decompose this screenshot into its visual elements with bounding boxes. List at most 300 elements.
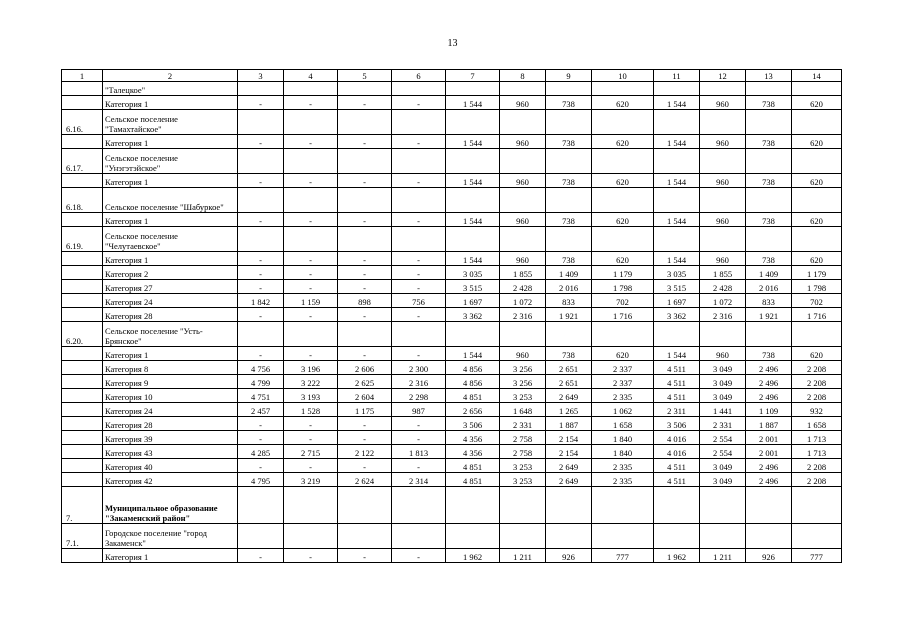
value-cell xyxy=(592,227,654,252)
table-row xyxy=(62,110,842,135)
value-cell: 2 208 xyxy=(792,375,842,389)
value-cell: - xyxy=(284,459,338,473)
value-cell: 932 xyxy=(792,403,842,417)
value-cell xyxy=(446,188,500,213)
row-number-cell xyxy=(62,308,103,322)
value-cell: 1 544 xyxy=(654,135,700,149)
value-cell: 738 xyxy=(746,96,792,110)
value-cell: 1 072 xyxy=(700,294,746,308)
value-cell: 1 842 xyxy=(238,294,284,308)
value-cell: - xyxy=(238,174,284,188)
value-cell: 1 855 xyxy=(500,266,546,280)
value-cell: 2 428 xyxy=(700,280,746,294)
value-cell: - xyxy=(284,431,338,445)
value-cell xyxy=(746,82,792,96)
value-cell: 4 799 xyxy=(238,375,284,389)
value-cell xyxy=(546,82,592,96)
value-cell: - xyxy=(238,417,284,431)
row-name-cell: Категория 1 xyxy=(103,135,238,149)
value-cell: 1 211 xyxy=(700,549,746,563)
value-cell: 702 xyxy=(792,294,842,308)
value-cell: - xyxy=(284,96,338,110)
value-cell: 620 xyxy=(592,213,654,227)
column-number-cell: 8 xyxy=(500,70,546,82)
value-cell xyxy=(654,110,700,135)
value-cell: 2 649 xyxy=(546,389,592,403)
value-cell: 960 xyxy=(500,213,546,227)
table-row xyxy=(62,294,842,308)
value-cell: - xyxy=(338,252,392,266)
value-cell: 960 xyxy=(500,252,546,266)
value-cell: - xyxy=(338,213,392,227)
row-number-cell xyxy=(62,213,103,227)
value-cell: - xyxy=(392,347,446,361)
value-cell xyxy=(338,487,392,524)
column-number-cell: 6 xyxy=(392,70,446,82)
value-cell: - xyxy=(338,266,392,280)
table-row xyxy=(62,308,842,322)
value-cell: 620 xyxy=(592,174,654,188)
value-cell xyxy=(792,487,842,524)
value-cell: 620 xyxy=(792,96,842,110)
value-cell: - xyxy=(338,174,392,188)
value-cell: 2 154 xyxy=(546,445,592,459)
value-cell xyxy=(392,188,446,213)
value-cell: 3 256 xyxy=(500,375,546,389)
value-cell xyxy=(392,149,446,174)
value-cell: 1 921 xyxy=(746,308,792,322)
value-cell: 3 253 xyxy=(500,389,546,403)
value-cell: - xyxy=(392,308,446,322)
value-cell: 2 001 xyxy=(746,431,792,445)
value-cell xyxy=(392,227,446,252)
value-cell: 738 xyxy=(746,135,792,149)
value-cell xyxy=(338,82,392,96)
value-cell: 2 496 xyxy=(746,459,792,473)
value-cell: 2 554 xyxy=(700,431,746,445)
value-cell xyxy=(546,227,592,252)
value-cell: 2 496 xyxy=(746,473,792,487)
value-cell: 3 515 xyxy=(446,280,500,294)
value-cell: 4 795 xyxy=(238,473,284,487)
value-cell: 2 016 xyxy=(546,280,592,294)
value-cell: 1 441 xyxy=(700,403,746,417)
value-cell xyxy=(392,82,446,96)
row-name-cell: Категория 42 xyxy=(103,473,238,487)
value-cell: 620 xyxy=(792,135,842,149)
value-cell xyxy=(500,188,546,213)
table-row xyxy=(62,252,842,266)
value-cell xyxy=(792,149,842,174)
row-number-cell xyxy=(62,417,103,431)
table-row xyxy=(62,417,842,431)
row-number-cell xyxy=(62,459,103,473)
value-cell xyxy=(700,524,746,549)
value-cell: 1 658 xyxy=(792,417,842,431)
row-name-cell: Муниципальное образование "Закаменский район" xyxy=(103,487,238,524)
value-cell xyxy=(654,487,700,524)
value-cell: 777 xyxy=(592,549,654,563)
value-cell: 2 496 xyxy=(746,389,792,403)
value-cell xyxy=(338,188,392,213)
value-cell xyxy=(500,227,546,252)
value-cell: - xyxy=(338,459,392,473)
row-name-cell: Категория 43 xyxy=(103,445,238,459)
value-cell: 2 122 xyxy=(338,445,392,459)
table-row xyxy=(62,347,842,361)
value-cell xyxy=(500,524,546,549)
value-cell xyxy=(746,322,792,347)
value-cell xyxy=(592,110,654,135)
value-cell: 3 196 xyxy=(284,361,338,375)
value-cell: 738 xyxy=(546,252,592,266)
value-cell: 2 625 xyxy=(338,375,392,389)
value-cell: 1 544 xyxy=(654,174,700,188)
row-name-cell: "Талецкое" xyxy=(103,82,238,96)
value-cell xyxy=(546,487,592,524)
table-row xyxy=(62,322,842,347)
value-cell: 1 544 xyxy=(654,252,700,266)
value-cell: 2 298 xyxy=(392,389,446,403)
value-cell: 2 651 xyxy=(546,375,592,389)
value-cell: - xyxy=(284,213,338,227)
value-cell xyxy=(284,110,338,135)
value-cell: 4 356 xyxy=(446,445,500,459)
value-cell xyxy=(338,110,392,135)
value-cell xyxy=(546,149,592,174)
column-number-cell: 7 xyxy=(446,70,500,82)
value-cell: 2 335 xyxy=(592,389,654,403)
value-cell xyxy=(446,110,500,135)
value-cell: 1 713 xyxy=(792,431,842,445)
value-cell: - xyxy=(284,174,338,188)
value-cell: 3 035 xyxy=(446,266,500,280)
value-cell: 1 544 xyxy=(654,347,700,361)
row-name-cell: Категория 28 xyxy=(103,417,238,431)
value-cell: 2 314 xyxy=(392,473,446,487)
value-cell xyxy=(700,82,746,96)
row-name-cell: Категория 24 xyxy=(103,294,238,308)
table-row xyxy=(62,445,842,459)
row-name-cell: Категория 28 xyxy=(103,308,238,322)
value-cell: 4 356 xyxy=(446,431,500,445)
value-cell: - xyxy=(392,174,446,188)
value-cell: - xyxy=(392,135,446,149)
value-cell xyxy=(238,82,284,96)
value-cell: 1 528 xyxy=(284,403,338,417)
value-cell: 4 511 xyxy=(654,473,700,487)
value-cell: - xyxy=(338,280,392,294)
row-number-cell xyxy=(62,252,103,266)
row-name-cell: Сельское поселение "Тамахтайское" xyxy=(103,110,238,135)
value-cell: 1 798 xyxy=(592,280,654,294)
value-cell: 2 651 xyxy=(546,361,592,375)
row-name-cell: Категория 1 xyxy=(103,549,238,563)
value-cell xyxy=(238,487,284,524)
value-cell xyxy=(792,322,842,347)
value-cell: 2 337 xyxy=(592,361,654,375)
value-cell xyxy=(500,487,546,524)
value-cell xyxy=(700,149,746,174)
row-name-cell: Сельское поселение "Усть-Брянское" xyxy=(103,322,238,347)
value-cell xyxy=(500,149,546,174)
value-cell xyxy=(284,322,338,347)
value-cell: 4 851 xyxy=(446,389,500,403)
value-cell: 2 337 xyxy=(592,375,654,389)
row-number-cell xyxy=(62,135,103,149)
row-name-cell: Категория 1 xyxy=(103,174,238,188)
value-cell: 738 xyxy=(546,96,592,110)
value-cell: 2 758 xyxy=(500,431,546,445)
value-cell: 1 840 xyxy=(592,431,654,445)
row-name-cell: Категория 10 xyxy=(103,389,238,403)
table-row xyxy=(62,524,842,549)
value-cell: - xyxy=(338,417,392,431)
value-cell xyxy=(592,149,654,174)
value-cell: - xyxy=(238,549,284,563)
value-cell xyxy=(338,322,392,347)
value-cell: 2 311 xyxy=(654,403,700,417)
value-cell xyxy=(446,82,500,96)
value-cell: 1 962 xyxy=(446,549,500,563)
row-number-cell xyxy=(62,96,103,110)
table-row xyxy=(62,361,842,375)
row-number-cell xyxy=(62,280,103,294)
row-name-cell: Категория 27 xyxy=(103,280,238,294)
value-cell: 2 457 xyxy=(238,403,284,417)
value-cell: 2 208 xyxy=(792,389,842,403)
value-cell: 2 316 xyxy=(392,375,446,389)
value-cell: 3 049 xyxy=(700,389,746,403)
value-cell: - xyxy=(338,308,392,322)
row-number-cell: 6.19. xyxy=(62,227,103,252)
row-number-cell xyxy=(62,549,103,563)
value-cell: 1 072 xyxy=(500,294,546,308)
value-cell: 3 506 xyxy=(654,417,700,431)
value-cell: 960 xyxy=(500,96,546,110)
value-cell xyxy=(592,322,654,347)
value-cell: 738 xyxy=(546,347,592,361)
table-row xyxy=(62,188,842,213)
table-row xyxy=(62,82,842,96)
value-cell: 2 154 xyxy=(546,431,592,445)
value-cell: 960 xyxy=(500,174,546,188)
table-row xyxy=(62,431,842,445)
value-cell: 960 xyxy=(700,96,746,110)
value-cell xyxy=(700,188,746,213)
value-cell: 833 xyxy=(746,294,792,308)
value-cell: 960 xyxy=(700,135,746,149)
value-cell: - xyxy=(284,280,338,294)
value-cell: 3 219 xyxy=(284,473,338,487)
value-cell: - xyxy=(392,266,446,280)
value-cell xyxy=(500,322,546,347)
column-number-cell: 3 xyxy=(238,70,284,82)
value-cell xyxy=(392,110,446,135)
value-cell: - xyxy=(338,549,392,563)
value-cell xyxy=(792,188,842,213)
value-cell: 960 xyxy=(500,135,546,149)
value-cell xyxy=(654,227,700,252)
value-cell: 738 xyxy=(746,213,792,227)
value-cell: 2 331 xyxy=(700,417,746,431)
table-row xyxy=(62,473,842,487)
value-cell xyxy=(446,487,500,524)
value-cell: - xyxy=(338,347,392,361)
value-cell xyxy=(746,110,792,135)
value-cell: 1 179 xyxy=(792,266,842,280)
row-name-cell: Сельское поселение "Унэгэтэйское" xyxy=(103,149,238,174)
value-cell: 620 xyxy=(592,347,654,361)
value-cell: - xyxy=(284,347,338,361)
value-cell: 620 xyxy=(792,174,842,188)
row-name-cell: Категория 1 xyxy=(103,347,238,361)
value-cell: 620 xyxy=(592,135,654,149)
table-row xyxy=(62,174,842,188)
value-cell: 4 511 xyxy=(654,375,700,389)
value-cell: 1 159 xyxy=(284,294,338,308)
value-cell: - xyxy=(238,308,284,322)
table-row xyxy=(62,389,842,403)
value-cell: 738 xyxy=(546,174,592,188)
value-cell: 1 798 xyxy=(792,280,842,294)
value-cell: 1 697 xyxy=(446,294,500,308)
tariff-table xyxy=(61,69,842,563)
value-cell xyxy=(792,227,842,252)
value-cell: 4 511 xyxy=(654,361,700,375)
value-cell: 777 xyxy=(792,549,842,563)
value-cell: 926 xyxy=(746,549,792,563)
value-cell: 1 544 xyxy=(654,213,700,227)
value-cell: 1 648 xyxy=(500,403,546,417)
row-name-cell: Категория 9 xyxy=(103,375,238,389)
value-cell: - xyxy=(392,252,446,266)
value-cell: - xyxy=(238,213,284,227)
column-number-cell: 12 xyxy=(700,70,746,82)
value-cell: 1 716 xyxy=(792,308,842,322)
value-cell: 1 658 xyxy=(592,417,654,431)
row-number-cell: 6.16. xyxy=(62,110,103,135)
table-row xyxy=(62,227,842,252)
value-cell: 3 362 xyxy=(654,308,700,322)
value-cell: 987 xyxy=(392,403,446,417)
value-cell xyxy=(500,82,546,96)
value-cell: 960 xyxy=(700,347,746,361)
value-cell: 960 xyxy=(700,252,746,266)
value-cell: 2 606 xyxy=(338,361,392,375)
value-cell xyxy=(654,524,700,549)
value-cell xyxy=(392,487,446,524)
value-cell: 2 649 xyxy=(546,473,592,487)
value-cell xyxy=(546,110,592,135)
value-cell xyxy=(700,322,746,347)
row-number-cell xyxy=(62,347,103,361)
value-cell: - xyxy=(284,417,338,431)
value-cell xyxy=(746,188,792,213)
table-row xyxy=(62,280,842,294)
value-cell: 1 716 xyxy=(592,308,654,322)
value-cell: 2 208 xyxy=(792,473,842,487)
value-cell xyxy=(238,149,284,174)
value-cell xyxy=(446,227,500,252)
table-row xyxy=(62,375,842,389)
value-cell: 960 xyxy=(700,174,746,188)
value-cell: 1 544 xyxy=(654,96,700,110)
value-cell: 2 316 xyxy=(700,308,746,322)
value-cell: 620 xyxy=(592,252,654,266)
value-cell: 4 856 xyxy=(446,361,500,375)
value-cell: - xyxy=(284,252,338,266)
value-cell: 1 855 xyxy=(700,266,746,280)
value-cell: 1 713 xyxy=(792,445,842,459)
value-cell: - xyxy=(284,549,338,563)
column-number-cell: 14 xyxy=(792,70,842,82)
value-cell: - xyxy=(238,266,284,280)
value-cell: 1 813 xyxy=(392,445,446,459)
value-cell: 2 316 xyxy=(500,308,546,322)
row-name-cell: Городское поселение "город Закаменск" xyxy=(103,524,238,549)
value-cell: 2 715 xyxy=(284,445,338,459)
value-cell: - xyxy=(392,96,446,110)
value-cell xyxy=(338,149,392,174)
value-cell: - xyxy=(284,266,338,280)
row-name-cell: Категория 24 xyxy=(103,403,238,417)
value-cell xyxy=(238,322,284,347)
value-cell: - xyxy=(238,459,284,473)
value-cell xyxy=(546,188,592,213)
column-number-cell: 10 xyxy=(592,70,654,82)
value-cell: 926 xyxy=(546,549,592,563)
value-cell: 4 851 xyxy=(446,459,500,473)
value-cell: 1 409 xyxy=(746,266,792,280)
value-cell: 3 049 xyxy=(700,361,746,375)
value-cell: 3 035 xyxy=(654,266,700,280)
column-number-cell: 1 xyxy=(62,70,103,82)
value-cell xyxy=(284,487,338,524)
value-cell: 738 xyxy=(746,174,792,188)
value-cell: - xyxy=(284,135,338,149)
value-cell: 1 544 xyxy=(446,96,500,110)
column-number-header-row xyxy=(62,70,842,82)
value-cell: - xyxy=(284,308,338,322)
row-number-cell: 6.18. xyxy=(62,188,103,213)
value-cell: 1 962 xyxy=(654,549,700,563)
value-cell: 1 887 xyxy=(546,417,592,431)
value-cell xyxy=(746,487,792,524)
column-number-cell: 5 xyxy=(338,70,392,82)
value-cell: - xyxy=(392,417,446,431)
value-cell: 620 xyxy=(792,213,842,227)
value-cell xyxy=(446,524,500,549)
page-number: 13 xyxy=(447,38,458,49)
value-cell: 2 428 xyxy=(500,280,546,294)
value-cell: 1 175 xyxy=(338,403,392,417)
value-cell xyxy=(500,110,546,135)
value-cell xyxy=(238,188,284,213)
value-cell: 2 001 xyxy=(746,445,792,459)
value-cell: 1 265 xyxy=(546,403,592,417)
value-cell: - xyxy=(338,96,392,110)
row-name-cell: Категория 39 xyxy=(103,431,238,445)
row-number-cell: 6.17. xyxy=(62,149,103,174)
value-cell xyxy=(592,82,654,96)
value-cell: 3 515 xyxy=(654,280,700,294)
value-cell: 738 xyxy=(746,347,792,361)
value-cell: 1 544 xyxy=(446,347,500,361)
value-cell: 4 851 xyxy=(446,473,500,487)
value-cell: 4 756 xyxy=(238,361,284,375)
value-cell: - xyxy=(238,431,284,445)
